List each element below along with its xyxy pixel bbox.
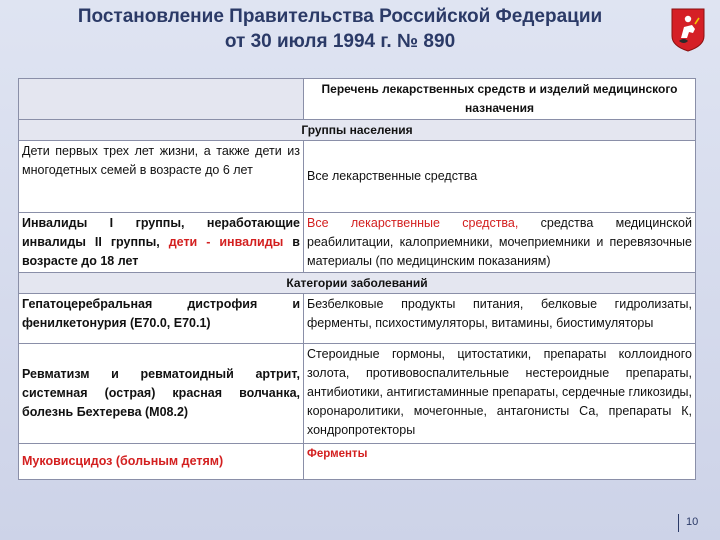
group-cell xyxy=(19,213,304,273)
header-medicines-list: Перечень лекарственных средств и изделий медицинского назначения xyxy=(304,79,696,120)
table-row xyxy=(19,444,696,480)
benefits-table xyxy=(18,78,696,480)
medicines-cell: Безбелковые продукты питания, белковые гидролизаты, ферменты, психостимуляторы, витамины, биостимуляторы xyxy=(304,294,696,344)
section-heading-population-groups: Группы населения xyxy=(19,120,696,141)
moscow-coat-of-arms-icon xyxy=(671,8,705,52)
medicines-cell xyxy=(304,213,696,273)
slide-title xyxy=(0,4,680,54)
table-row xyxy=(19,141,696,213)
header-empty-cell xyxy=(19,79,304,120)
page-number-divider xyxy=(678,514,679,532)
medicines-text: средства медицинской реабилитации, калоприемники, мочеприемники и перевязочные материалы (по медицинским показаниям) xyxy=(307,216,692,268)
section-heading-disease-categories: Категории заболеваний xyxy=(19,273,696,294)
table-row xyxy=(19,344,696,444)
medicines-cell: Ферменты xyxy=(304,444,696,480)
disease-cell: Гепатоцеребральная дистрофия и фенилкетонурия (Е70.0, Е70.1) xyxy=(19,294,304,344)
disease-cell: Ревматизм и ревматоидный артрит, системная (острая) красная волчанка, болезнь Бехтерева (М08.2) xyxy=(19,344,304,444)
medicines-cell: Стероидные гормоны, цитостатики, препараты коллоидного золота, противовоспалительные нестероидные препараты, антибиотики, антигистаминные препараты, сердечные гликозиды, коронаролитики, мочегонные, антагонисты Са, препараты К, хондропротекторы xyxy=(304,344,696,444)
group-text: в возрасте до 18 лет xyxy=(22,235,300,268)
disease-cell: Муковисцидоз (больным детям) xyxy=(19,444,304,480)
page-number: 10 xyxy=(686,516,699,528)
table-row xyxy=(19,294,696,344)
group-text-highlight: дети - инвалиды xyxy=(168,235,284,249)
table-row xyxy=(19,213,696,273)
title-line-1: Постановление Правительства Российской Федерации xyxy=(77,6,603,27)
title-line-2: от 30 июля 1994 г. № 890 xyxy=(224,31,456,52)
group-cell: Дети первых трех лет жизни, а также дети из многодетных семей в возрасте до 6 лет xyxy=(19,141,304,213)
group-text: Инвалиды I группы, неработающие инвалиды II группы, xyxy=(22,216,300,249)
medicines-cell: Все лекарственные средства xyxy=(304,141,696,213)
medicines-text-highlight: Все лекарственные средства, xyxy=(307,216,519,230)
